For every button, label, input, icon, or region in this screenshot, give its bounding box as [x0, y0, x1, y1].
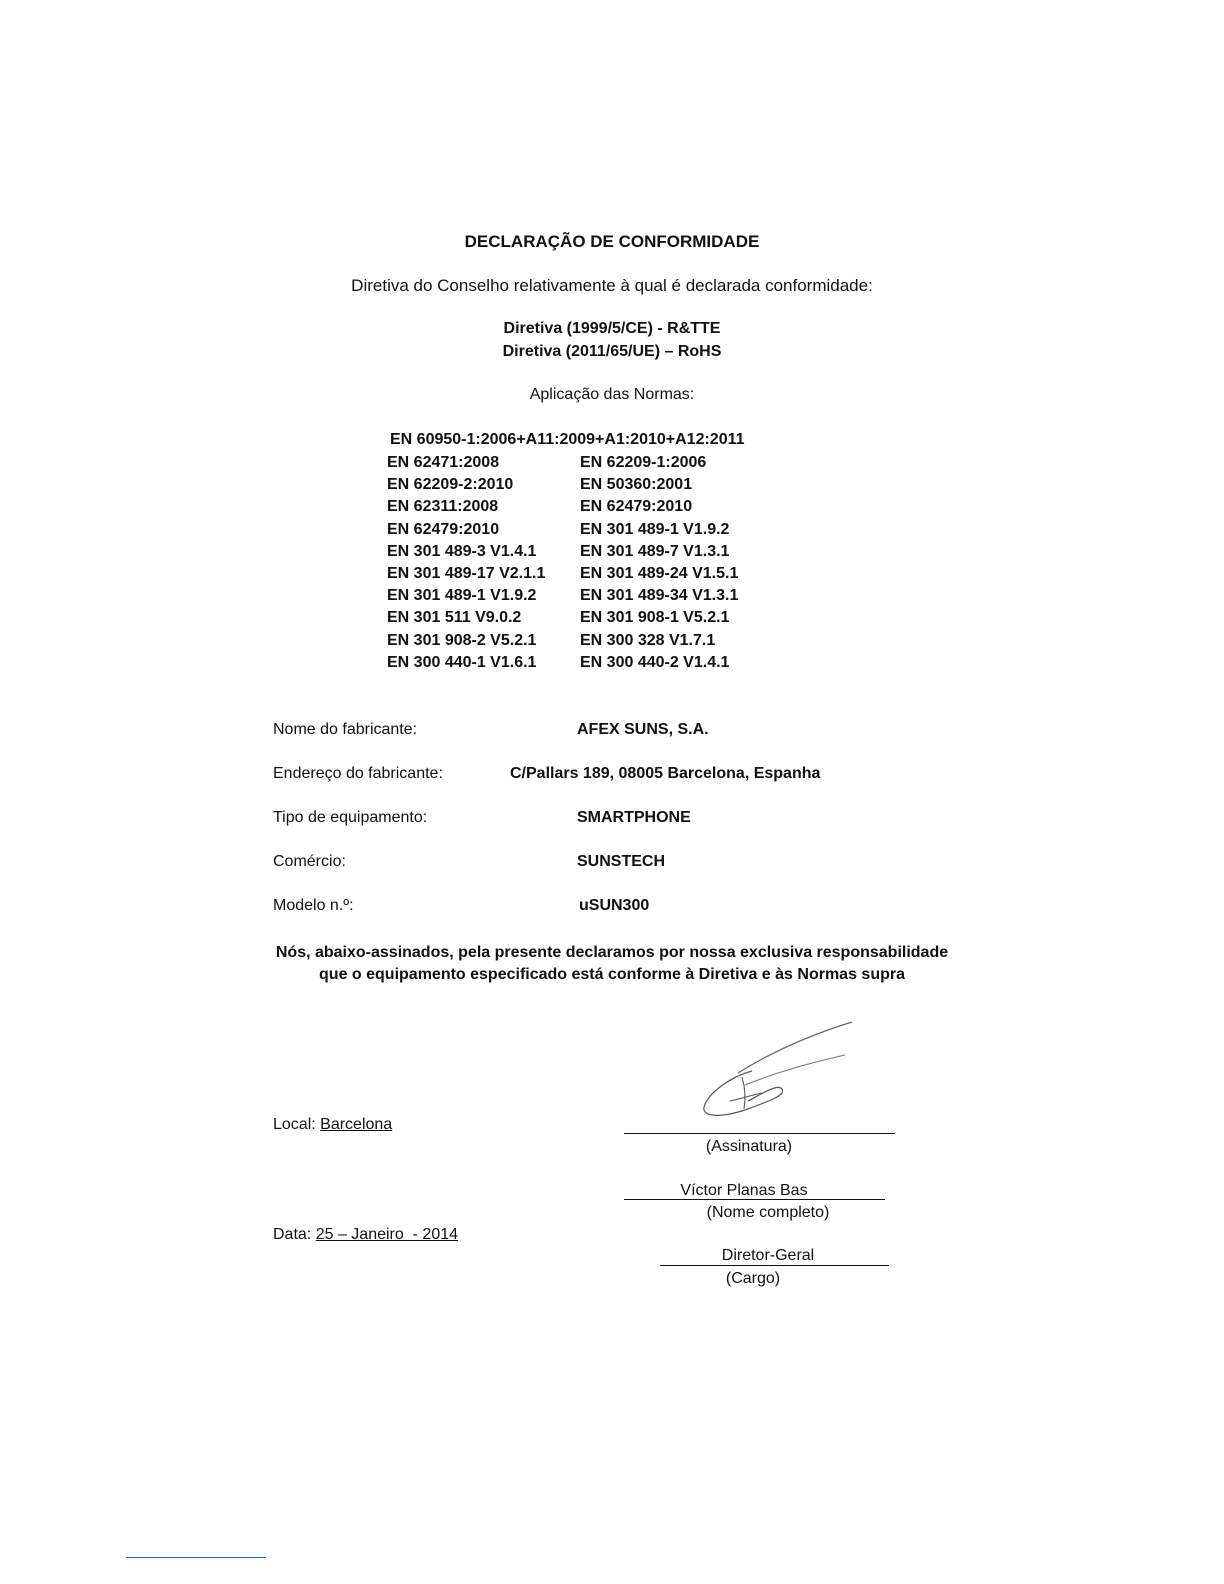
trade-value: SUNSTECH — [577, 853, 666, 870]
standard-item: EN 62311:2008 — [387, 498, 499, 516]
footnote-separator — [126, 1557, 266, 1558]
standard-item: EN 301 908-1 V5.2.1 — [580, 609, 730, 627]
standards-row — [387, 630, 738, 652]
position-caption: (Cargo) — [725, 1270, 781, 1287]
address-label: Endereço do fabricante: — [273, 765, 443, 782]
standards-row — [387, 452, 738, 474]
model-label: Modelo n.º: — [273, 897, 354, 914]
statement-line: que o equipamento especificado está conforme à Diretiva e às Normas supra — [319, 966, 905, 983]
standard-item: EN 301 489-24 V1.5.1 — [580, 565, 739, 583]
equipment-label: Tipo de equipamento: — [273, 809, 428, 826]
standards-row — [387, 496, 738, 518]
standards-row — [387, 474, 738, 496]
standards-row — [387, 652, 738, 674]
standard-item: EN 301 908-2 V5.2.1 — [387, 631, 537, 649]
equipment-value: SMARTPHONE — [577, 809, 691, 826]
declaration-statement — [0, 942, 1224, 986]
full-name: Víctor Planas Bas — [680, 1182, 808, 1199]
full-name-caption: (Nome completo) — [706, 1204, 830, 1221]
place-value: Barcelona — [320, 1116, 393, 1133]
manufacturer-value: AFEX SUNS, S.A. — [577, 721, 709, 738]
place-field — [273, 1116, 392, 1134]
standard-item: EN 62209-1:2006 — [580, 454, 707, 471]
document-subtitle: Diretiva do Conselho relativamente à qual é declarada conformidade: — [351, 276, 873, 295]
signature-line — [624, 1133, 895, 1134]
standards-row — [387, 519, 738, 541]
date-value: 25 – Janeiro - 2014 — [315, 1226, 459, 1243]
standard-item: EN 50360:2001 — [580, 476, 693, 494]
standard-item: EN 62471:2008 — [387, 454, 500, 471]
standard-item: EN 62479:2010 — [580, 498, 693, 516]
standard-item: EN 301 489-1 V1.9.2 — [580, 520, 730, 538]
trade-label: Comércio: — [273, 853, 346, 870]
standard-first: EN 60950-1:2006+A11:2009+A1:2010+A12:2011 — [390, 431, 745, 448]
standards-row — [387, 585, 738, 607]
signature-image — [690, 1015, 870, 1125]
full-name-line — [624, 1199, 885, 1200]
standard-item: EN 301 489-34 V1.3.1 — [580, 587, 739, 605]
standards-row — [387, 607, 738, 629]
standards-row — [387, 541, 738, 563]
address-value: C/Pallars 189, 08005 Barcelona, Espanha — [510, 765, 821, 782]
place-label: Local: — [273, 1116, 316, 1133]
standard-item: EN 301 511 V9.0.2 — [387, 609, 522, 627]
signature-caption: (Assinatura) — [705, 1138, 793, 1155]
model-value: uSUN300 — [579, 897, 650, 914]
standards-row — [387, 563, 738, 585]
standard-item: EN 301 489-17 V2.1.1 — [387, 565, 546, 583]
position-line — [660, 1265, 889, 1266]
standard-item: EN 301 489-7 V1.3.1 — [580, 542, 730, 560]
directive-line: Diretiva (2011/65/UE) – RoHS — [502, 343, 722, 360]
standard-item: EN 62479:2010 — [387, 520, 500, 538]
standards-list — [387, 452, 738, 674]
standard-item: EN 300 328 V1.7.1 — [580, 631, 716, 649]
date-label: Data: — [273, 1226, 312, 1243]
manufacturer-label: Nome do fabricante: — [273, 721, 418, 738]
date-field — [273, 1226, 458, 1244]
position-value: Diretor-Geral — [721, 1247, 815, 1264]
standard-item: EN 301 489-3 V1.4.1 — [387, 542, 537, 560]
standard-item: EN 301 489-1 V1.9.2 — [387, 587, 537, 605]
standard-item: EN 62209-2:2010 — [387, 476, 514, 494]
document-title: DECLARAÇÃO DE CONFORMIDADE — [464, 232, 760, 251]
standard-item: EN 300 440-2 V1.4.1 — [580, 653, 730, 671]
statement-line: Nós, abaixo-assinados, pela presente declaramos por nossa exclusiva responsabilidade — [275, 944, 949, 961]
standards-heading: Aplicação das Normas: — [529, 386, 695, 403]
standard-item: EN 300 440-1 V1.6.1 — [387, 653, 537, 671]
directive-line: Diretiva (1999/5/CE) - R&TTE — [503, 320, 721, 337]
